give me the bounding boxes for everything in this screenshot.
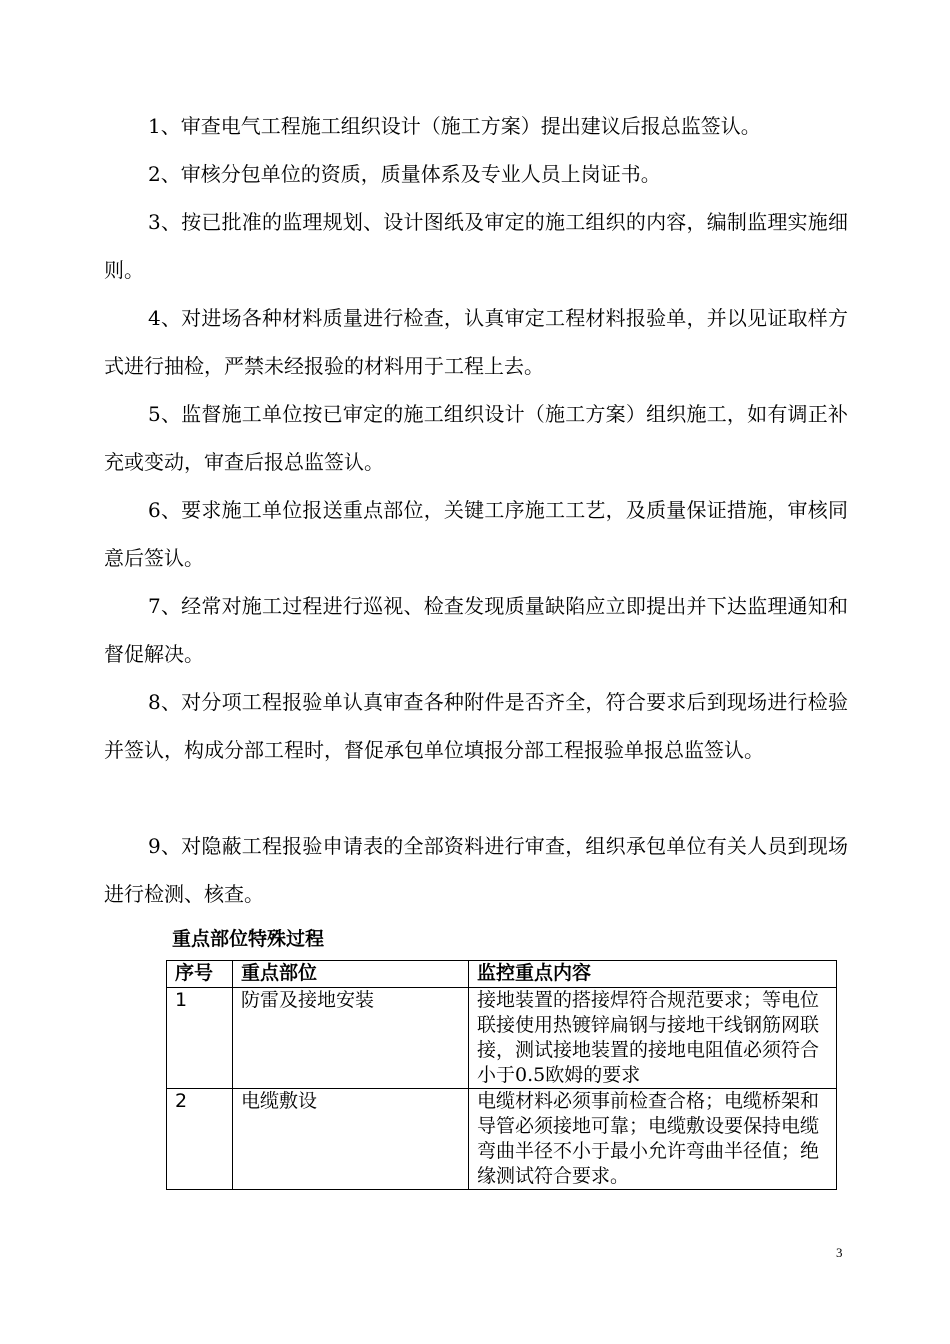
paragraph-2: 2、审核分包单位的资质，质量体系及专业人员上岗证书。 xyxy=(148,162,661,186)
row-number: 2 xyxy=(167,1089,233,1190)
header-key-part: 重点部位 xyxy=(233,961,469,988)
page-number: 3 xyxy=(836,1245,843,1260)
row-number: 1 xyxy=(167,988,233,1089)
paragraph-1: 1、审查电气工程施工组织设计（施工方案）提出建议后报总监签认。 xyxy=(148,114,761,138)
paragraph-7: 7、经常对施工过程进行巡视、检查发现质量缺陷应立即提出并下达监理通知和督促解决。 xyxy=(104,594,848,666)
header-number: 序号 xyxy=(167,961,233,988)
table-header-row xyxy=(167,961,837,988)
paragraph-8: 8、对分项工程报验单认真审查各种附件是否齐全，符合要求后到现场进行检验并签认，构成分部工程时，督促承包单位填报分部工程报验单报总监签认。 xyxy=(104,690,848,762)
section-title: 重点部位特殊过程 xyxy=(172,928,325,950)
key-parts-table xyxy=(166,960,837,1190)
paragraph-6: 6、要求施工单位报送重点部位，关键工序施工工艺，及质量保证措施，审核同意后签认。 xyxy=(104,498,848,570)
paragraph-5: 5、监督施工单位按已审定的施工组织设计（施工方案）组织施工，如有调正补充或变动，审查后报总监签认。 xyxy=(104,402,848,474)
row-key-part: 防雷及接地安装 xyxy=(233,988,469,1089)
row-monitoring-content: 接地装置的搭接焊符合规范要求；等电位联接使用热镀锌扁钢与接地干线钢筋网联接，测试接地装置的接地电阻值必须符合小于0.5欧姆的要求 xyxy=(469,988,837,1089)
row-monitoring-content: 电缆材料必须事前检查合格；电缆桥架和导管必须接地可靠；电缆敷设要保持电缆弯曲半径不小于最小允许弯曲半径值；绝缘测试符合要求。 xyxy=(469,1089,837,1190)
paragraph-3: 3、按已批准的监理规划、设计图纸及审定的施工组织的内容，编制监理实施细则。 xyxy=(104,210,848,282)
table-row xyxy=(167,988,837,1089)
paragraph-9: 9、对隐蔽工程报验申请表的全部资料进行审查，组织承包单位有关人员到现场进行检测、核查。 xyxy=(104,834,848,906)
row-key-part: 电缆敷设 xyxy=(233,1089,469,1190)
table-row xyxy=(167,1089,837,1190)
paragraph-4: 4、对进场各种材料质量进行检查，认真审定工程材料报验单，并以见证取样方式进行抽检，严禁未经报验的材料用于工程上去。 xyxy=(104,306,848,378)
header-monitoring-content: 监控重点内容 xyxy=(469,961,837,988)
